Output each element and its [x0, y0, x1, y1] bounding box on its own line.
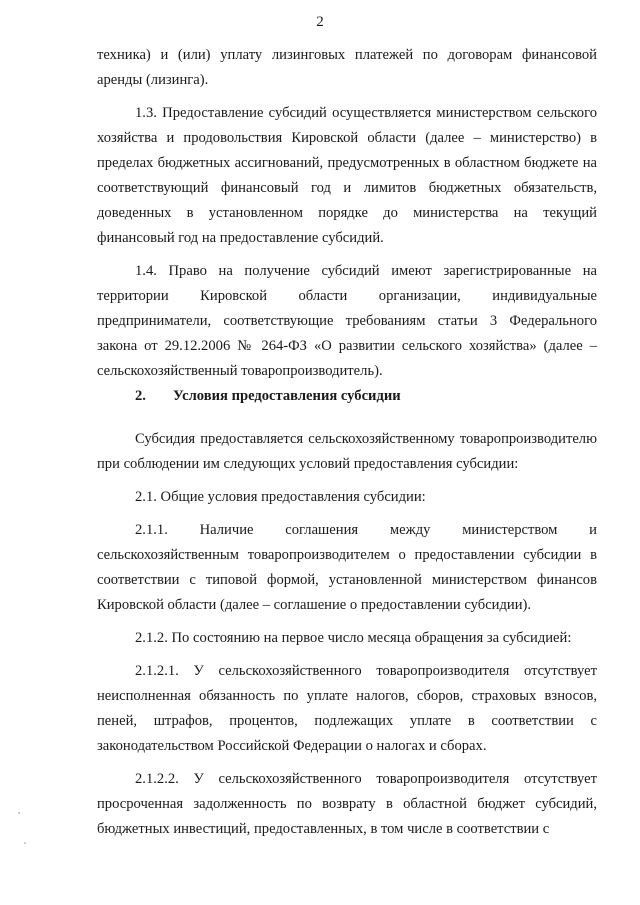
document-body: [97, 43, 597, 842]
paragraph-1-4: 1.4. Право на получение субсидий имеют зарегистрированные на территории Кировской области организации, индивидуальные предприниматели, соответствующие требованиям статьи 3 Федерального закона от 29.12.2006 № 264-ФЗ «О развитии сельского хозяйства» (далее – сельскохозяйственный товаропроизводитель).: [97, 263, 597, 379]
paragraph-2-1-1: 2.1.1. Наличие соглашения между министерством и сельскохозяйственным товаропроизводителем о предоставлении субсидии в соответствии с типовой формой, установленной министерством финансов Кировской области (далее – соглашение о предоставлении субсидии).: [97, 522, 597, 613]
paragraph-2-1-2-2: 2.1.2.2. У сельскохозяйственного товаропроизводителя отсутствует просроченная задолженность по возврату в областной бюджет субсидий, бюджетных инвестиций, предоставленных, в том числе в соответствии с: [97, 771, 597, 837]
paragraph-continuation: техника) и (или) уплату лизинговых платежей по договорам финансовой аренды (лизинга).: [97, 47, 597, 88]
paragraph-2-1-2: 2.1.2. По состоянию на первое число месяца обращения за субсидией:: [135, 630, 572, 646]
scan-speck: [18, 812, 20, 814]
page-number: 2: [316, 14, 324, 30]
section-heading: [97, 384, 597, 409]
paragraph-1-3: 1.3. Предоставление субсидий осуществляется министерством сельского хозяйства и продовольствия Кировской области (далее – министерство) в пределах бюджетных ассигнований, предусмотренных в областном бюджете на соответствующий финансовый год и лимитов бюджетных обязательств, доведенных в установленном порядке до министерства на текущий финансовый год на предоставление субсидий.: [97, 105, 597, 246]
paragraph-2-1: 2.1. Общие условия предоставления субсидии:: [135, 489, 426, 505]
paragraph-2-1-2-1: 2.1.2.1. У сельскохозяйственного товаропроизводителя отсутствует неисполненная обязанность по уплате налогов, сборов, страховых взносов, пеней, штрафов, процентов, подлежащих уплате в соответствии с законодательством Российской Федерации о налогах и сборах.: [97, 663, 597, 754]
paragraph-2-intro: Субсидия предоставляется сельскохозяйственному товаропроизводителю при соблюдении им следующих условий предоставления субсидии:: [97, 431, 597, 472]
section-title: Условия предоставления субсидии: [173, 388, 401, 404]
section-number: 2.: [135, 388, 146, 404]
scan-speck: [24, 842, 26, 844]
